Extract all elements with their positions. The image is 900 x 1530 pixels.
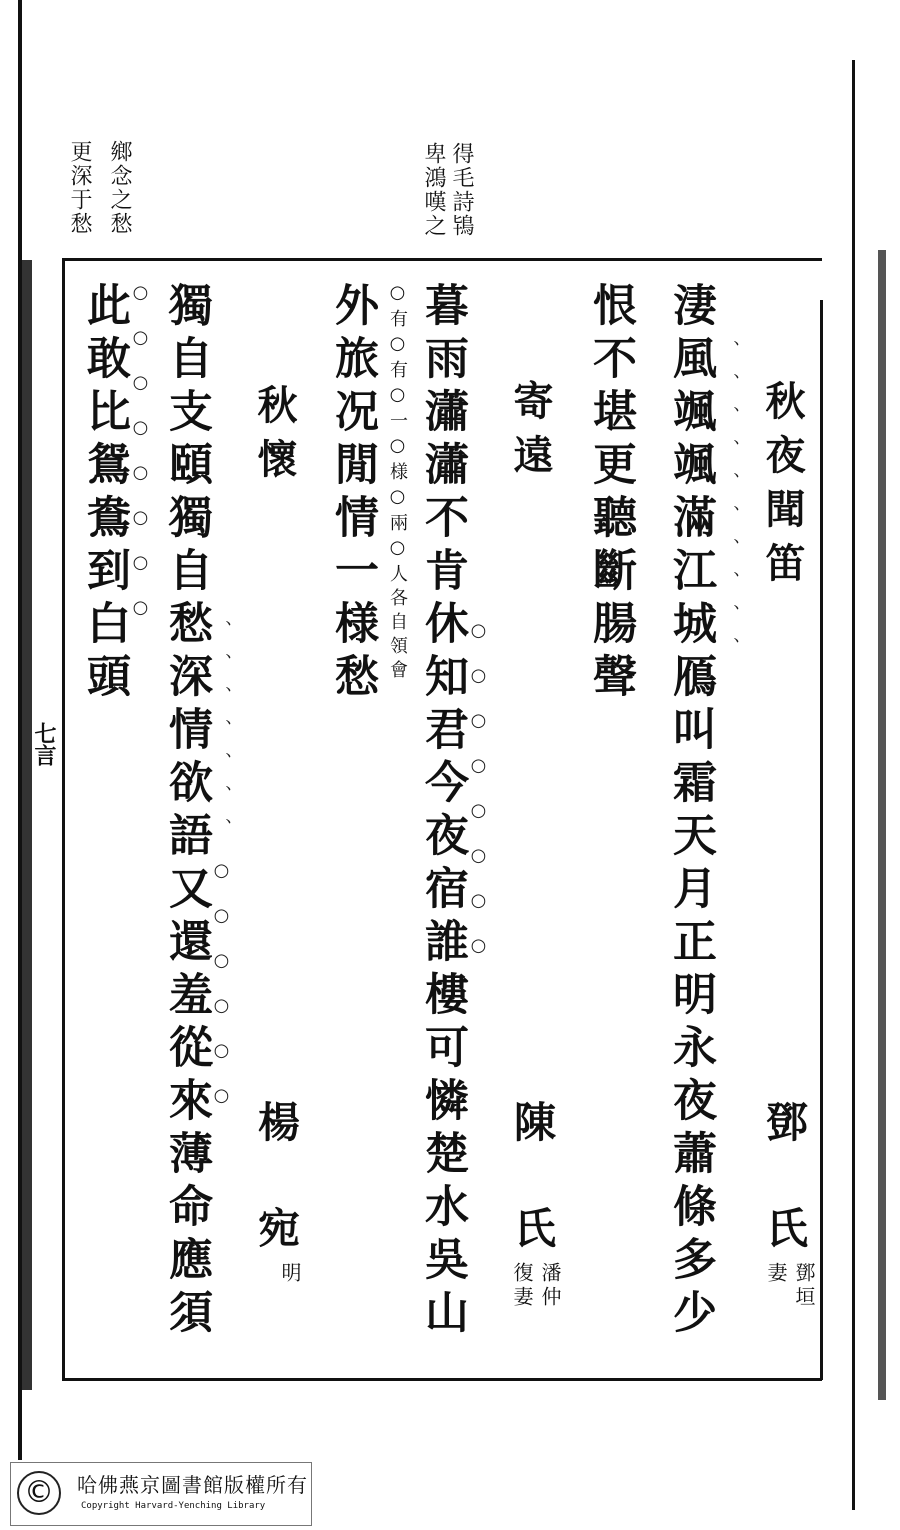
copyright-symbol: © <box>17 1471 61 1515</box>
fold-label: 七言 <box>31 722 57 766</box>
poem3-author-given: 宛 <box>252 1206 301 1254</box>
poem2-commentary: ○有○有○一○様○兩○人各自領會 <box>387 282 408 684</box>
poem1-line-1: 淒風颯颯滿江城鴈叫霜天月正明永夜蕭條多少 <box>665 282 716 1342</box>
poem1-author: 鄧 <box>760 1100 809 1148</box>
copyright-chinese: 哈佛燕京圖書館版權所有 <box>77 1473 308 1497</box>
left-inner-rule <box>62 258 65 1378</box>
poem3-line-2: 此敢比鴛鴦到白頭 <box>79 282 130 706</box>
poem3-author-note: 明 <box>278 1262 302 1286</box>
poem2-line-1: 暮雨瀟瀟不肯休知君今夜宿誰樓可憐楚水吳山 <box>417 282 468 1342</box>
poem1-title: 秋夜聞笛 <box>759 380 806 596</box>
head-note-b: 鄉念之愁 <box>107 140 132 236</box>
poem2-title: 寄遠 <box>507 380 554 488</box>
top-frame-rule <box>62 258 822 261</box>
poem2-author-note-1: 潘仲 <box>538 1262 562 1310</box>
head-note-c: 得毛詩鴇 <box>449 142 474 238</box>
poem2-author: 陳 <box>508 1100 557 1148</box>
poem3-line-1: 獨自支頤獨自愁深情欲語又還羞從來薄命應須 <box>161 282 212 1342</box>
poem1-emphasis-marks: 、、、、、、、、、、 <box>719 340 740 679</box>
poem1-author-suffix: 氏 <box>760 1206 809 1254</box>
poem1-author-note-1: 鄧垣 <box>792 1262 816 1310</box>
poem1-line-2: 恨不堪更聽斷腸聲 <box>585 282 636 706</box>
copyright-stamp <box>10 1462 312 1526</box>
copyright-english: Copyright Harvard-Yenching Library <box>81 1501 266 1511</box>
right-edge-bar <box>878 250 886 1400</box>
right-frame-rule <box>820 300 823 1380</box>
head-note-a: 更深于愁 <box>67 140 92 236</box>
poem3-author: 楊 <box>252 1100 301 1148</box>
poem3-emphasis-marks-a: ○○○○○○○○ <box>130 282 151 642</box>
left-edge-bar <box>22 260 32 1390</box>
head-note-d: 卑鴻嘆之 <box>421 142 446 238</box>
poem1-author-note-2: 妻 <box>764 1262 788 1286</box>
poem2-emphasis-marks: ○○○○○○○○ <box>468 620 489 980</box>
right-outer-rule <box>852 60 855 1510</box>
poem3-emphasis-marks-b: 、、、、、、、○○○○○○ <box>211 620 232 1130</box>
poem2-author-suffix: 氏 <box>508 1206 557 1254</box>
poem3-title: 秋懷 <box>251 384 298 492</box>
poem2-author-note-2: 復妻 <box>510 1262 534 1310</box>
poem2-line-2: 外旅况閒情一様愁 <box>327 282 378 706</box>
bottom-frame-rule <box>62 1378 822 1381</box>
